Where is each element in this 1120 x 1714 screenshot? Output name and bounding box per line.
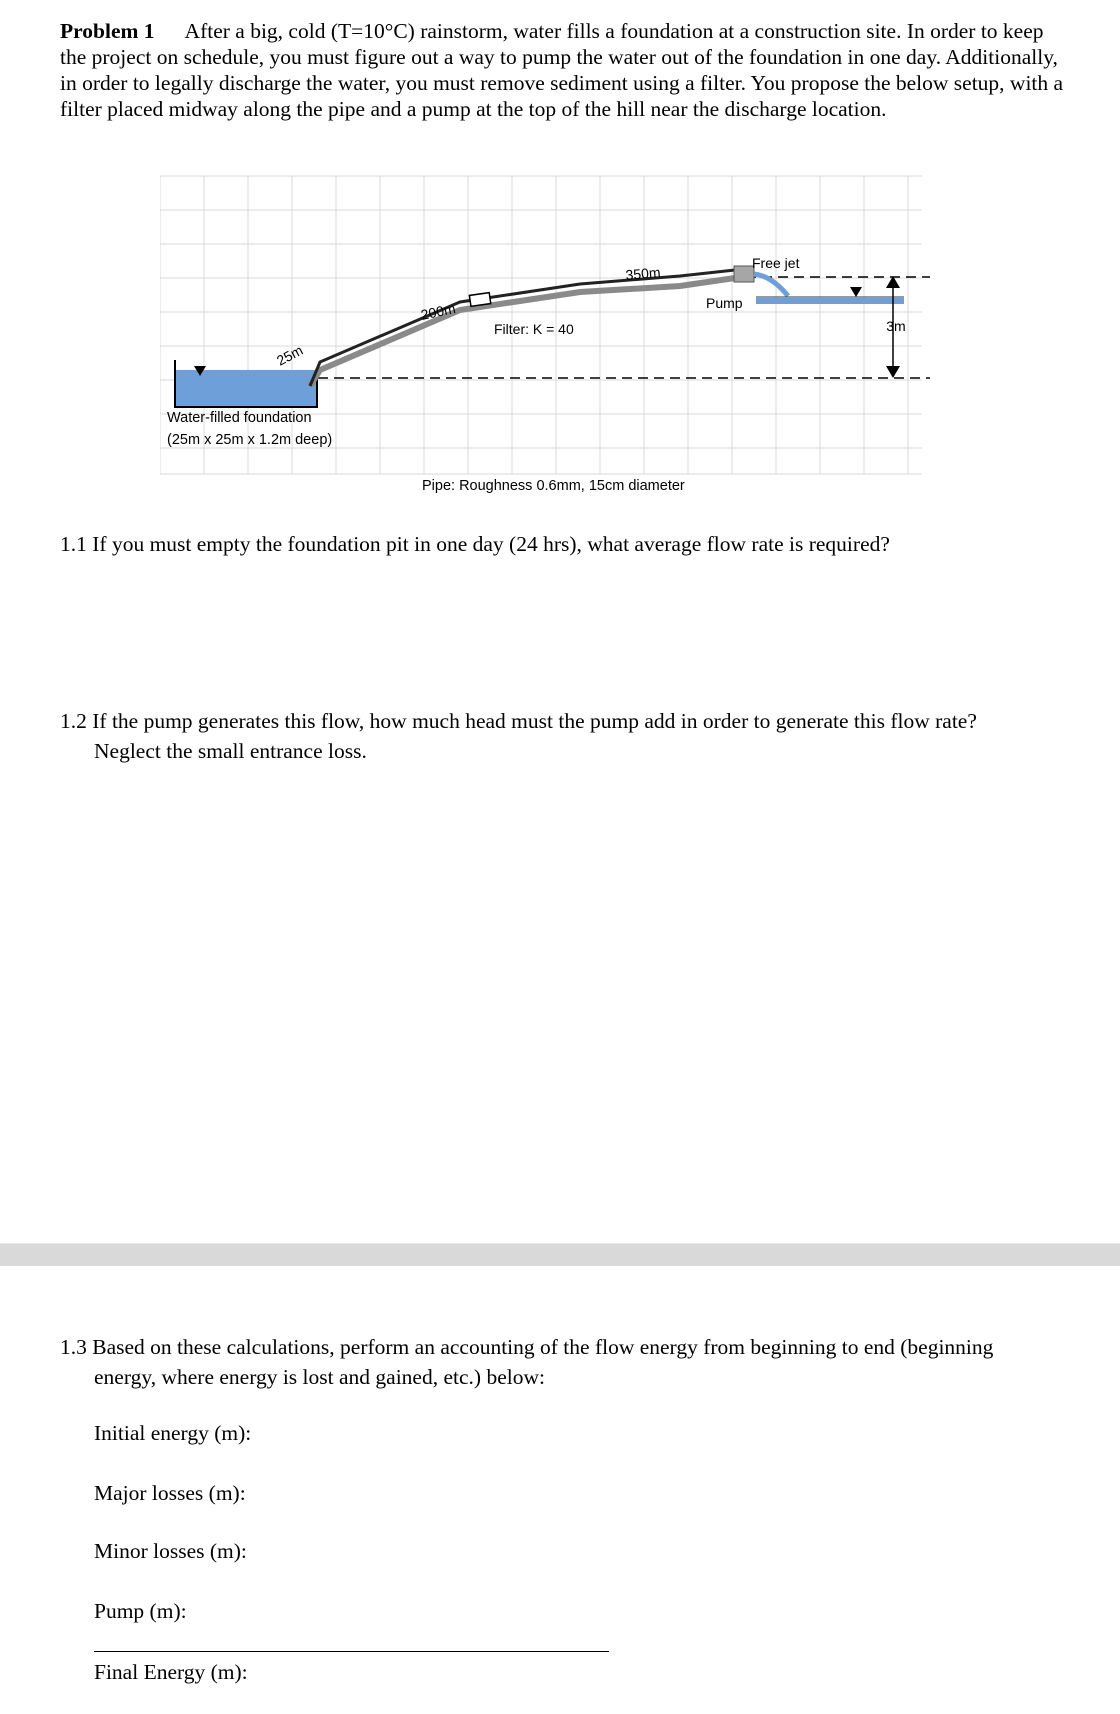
final-energy-label: Final Energy (m): — [94, 1660, 248, 1684]
foundation-water — [175, 370, 317, 406]
height-arrow-down — [886, 366, 900, 378]
free-jet-label: Free jet — [752, 255, 800, 271]
question-1-3 — [60, 1332, 1060, 1392]
problem-heading: Problem 1 — [60, 19, 155, 43]
filter-label: Filter: K = 40 — [494, 321, 574, 337]
major-losses-label: Major losses (m): — [94, 1481, 246, 1505]
foundation-label: Water-filled foundation — [167, 410, 312, 426]
initial-energy-label: Initial energy (m): — [94, 1421, 252, 1445]
question-1-2-text: 1.2 If the pump generates this flow, how much head must the pump add in order to generate this flow rate? — [60, 709, 977, 733]
pipe-properties-label: Pipe: Roughness 0.6mm, 15cm diameter — [422, 478, 685, 494]
pump-label: Pump — [706, 295, 743, 311]
segment-25m-label: 25m — [273, 341, 306, 369]
problem-text: After a big, cold (T=10°C) rainstorm, water fills a foundation at a construction site. In order to keep the project on schedule, you must figure out a way to pump the water out of the foundation in one day. Additionally, in order to legally discharge the water, you must remove sediment using a filter. You propose the below setup, with a filter placed midway along the pipe and a pump at the top of the hill near the discharge location. — [60, 19, 1064, 121]
discharge-water-level-icon — [850, 287, 862, 297]
question-1-3-text-cont: energy, where energy is lost and gained, etc.) below: — [94, 1365, 545, 1389]
problem-statement — [60, 18, 1070, 122]
height-3m-label: 3m — [886, 318, 906, 334]
question-1-1-text: 1.1 If you must empty the foundation pit in one day (24 hrs), what average flow rate is required? — [60, 532, 890, 556]
page-divider — [0, 1243, 1120, 1266]
segment-350m-label: 350m — [624, 263, 662, 283]
minor-losses-label: Minor losses (m): — [94, 1539, 247, 1563]
discharge-water — [756, 298, 904, 304]
pump-box — [734, 266, 754, 282]
filter-box — [469, 293, 490, 307]
pump-energy-label: Pump (m): — [94, 1599, 187, 1623]
question-1-2 — [60, 706, 1060, 766]
question-1-2-note: Neglect the small entrance loss. — [94, 739, 367, 763]
question-1-1 — [60, 529, 1060, 559]
foundation-dimensions-label: (25m x 25m x 1.2m deep) — [167, 432, 333, 448]
pipe-system-diagram — [160, 170, 930, 500]
question-1-3-text: 1.3 Based on these calculations, perform an accounting of the flow energy from beginning to end (beginning — [60, 1335, 994, 1359]
sum-line — [94, 1651, 609, 1652]
segment-200m-label: 200m — [419, 300, 457, 323]
